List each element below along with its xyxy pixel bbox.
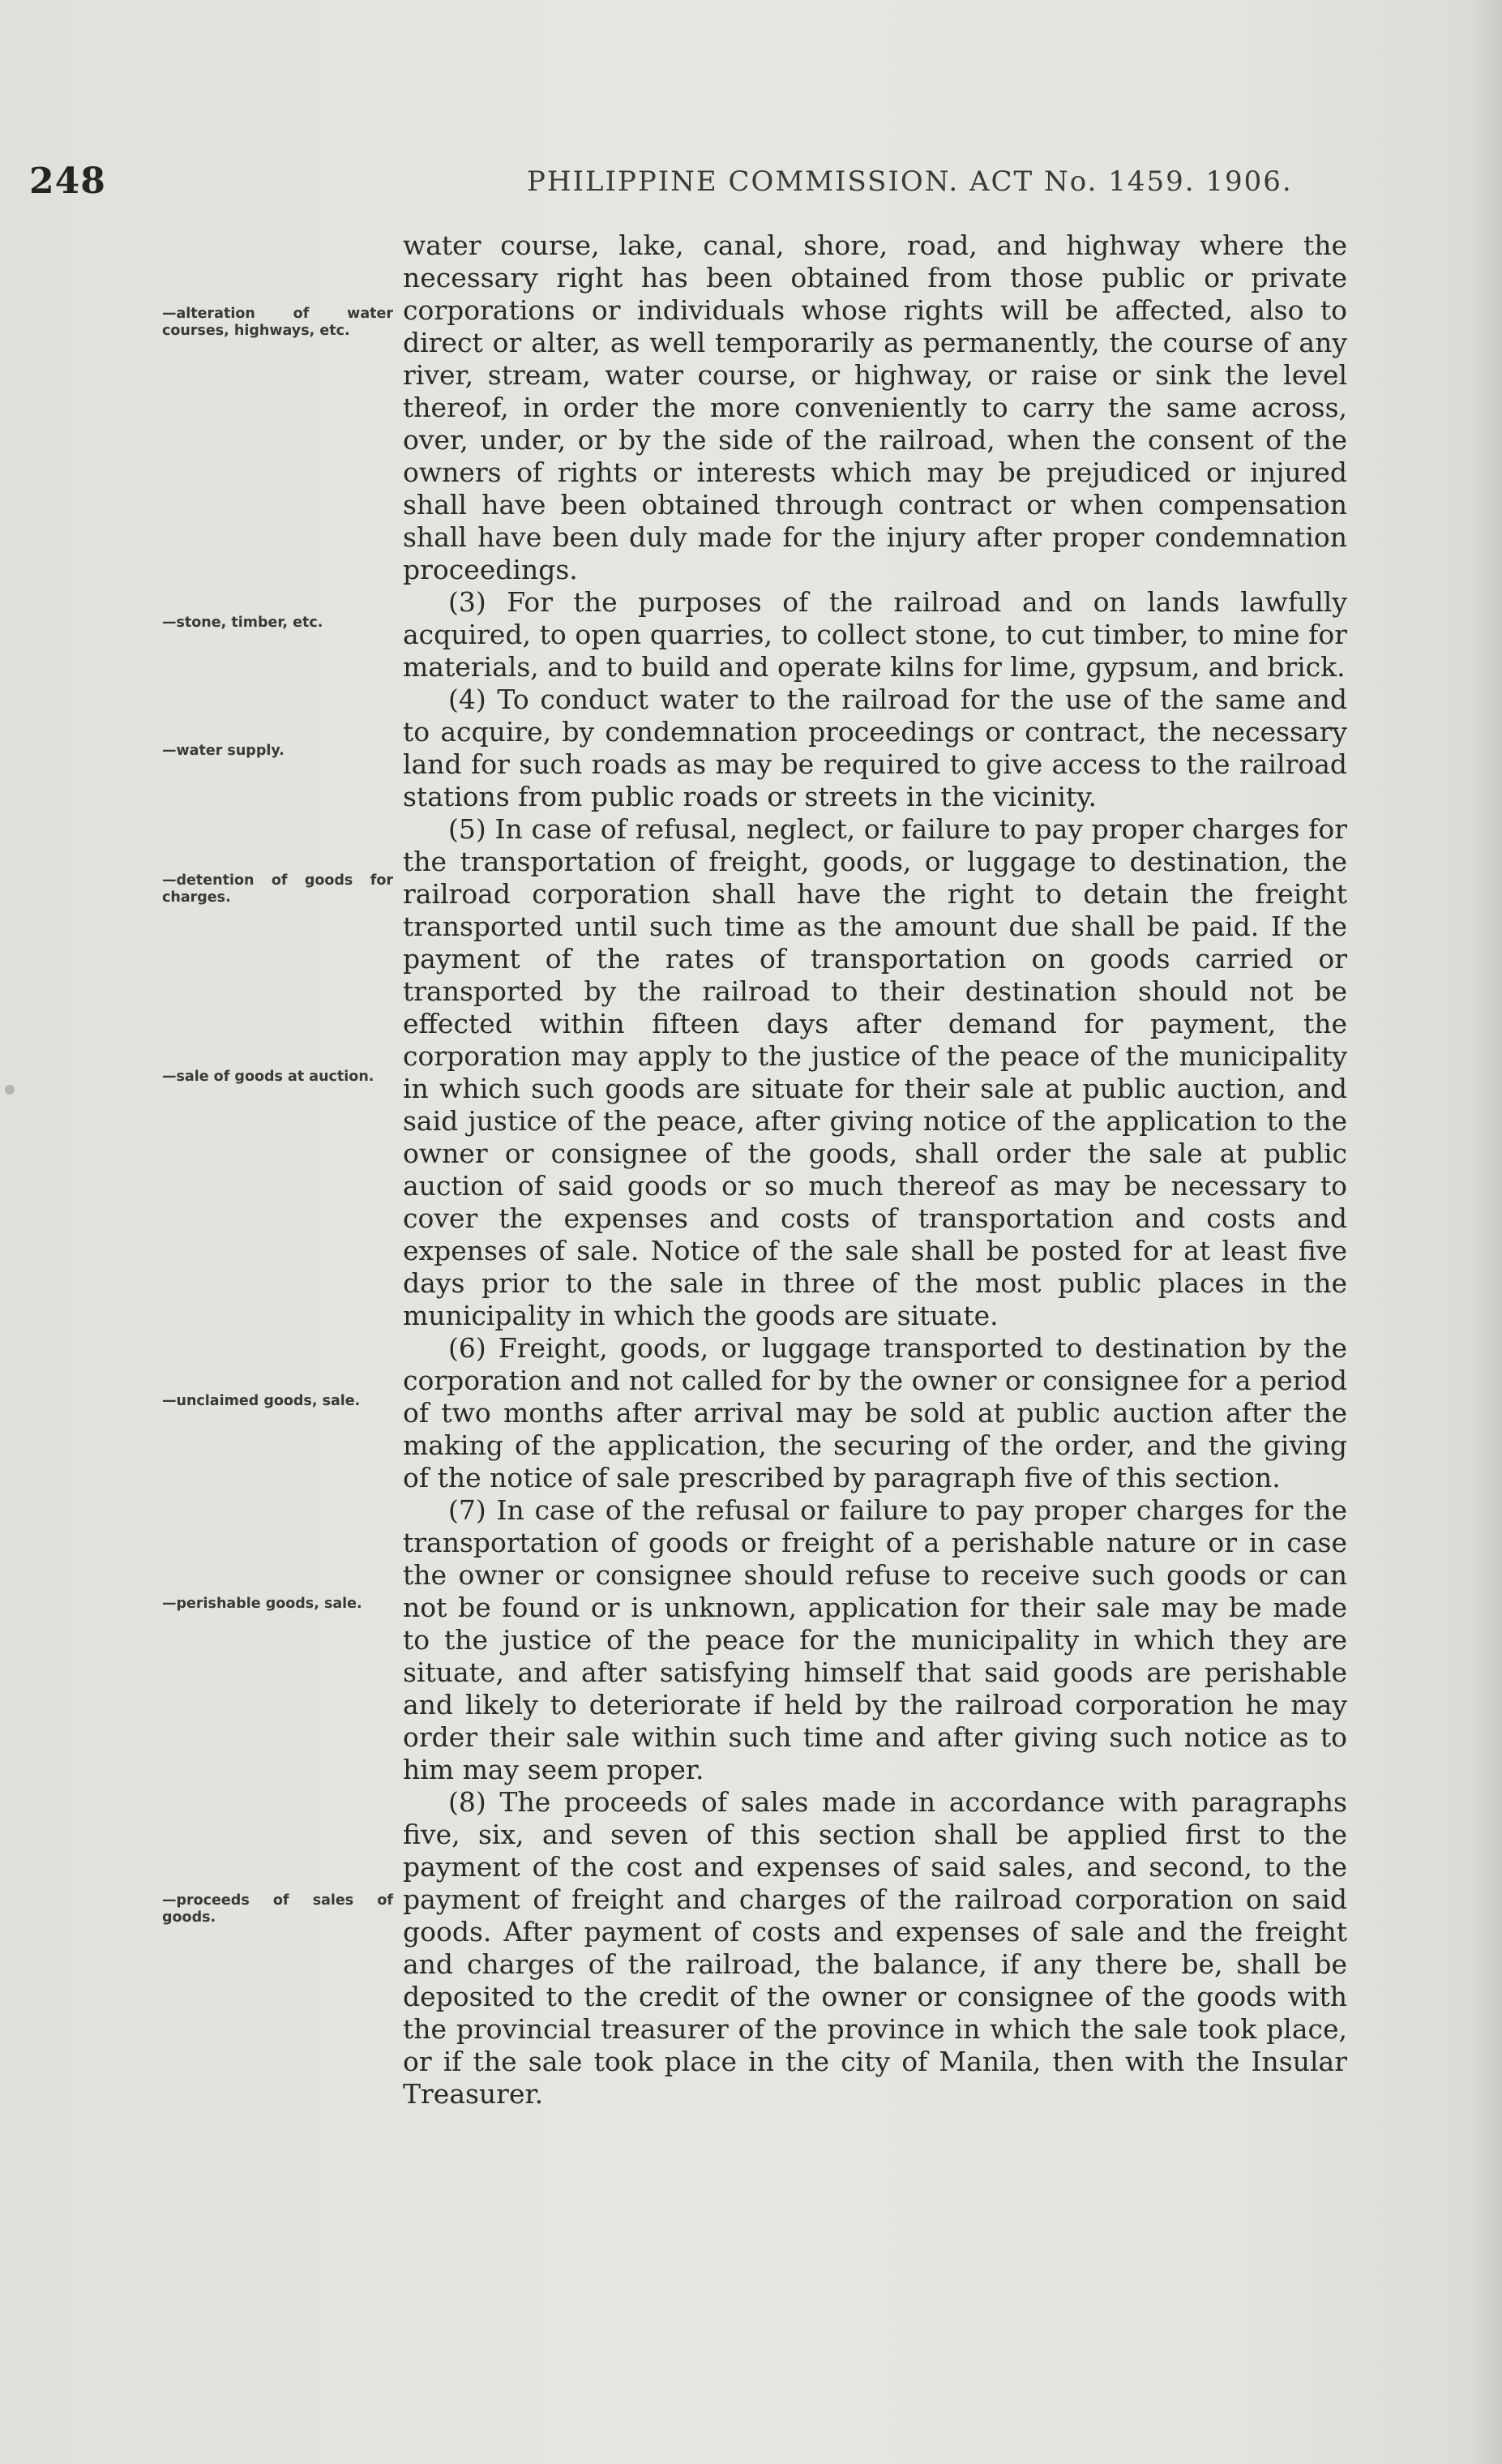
paragraph-6: (6) Freight, goods, or luggage transported to destination by the corporation and not called for by the owner or consignee for a period of two months after arrival may be sold at public auction after the making of the application, the securing of the order, and the giving of the notice of sale prescribed by paragraph five of this section. — [403, 1332, 1347, 1493]
page-number: 248 — [29, 161, 106, 202]
paragraph-continuation: water course, lake, canal, shore, road, and highway where the necessary right has been obtained from those public or private corporations or individuals whose rights will be affected, also to direct or alter, as well temporarily as permanently, the course of any river, stream, water course, or highway, or raise or sink the level thereof, in order the more conveniently to carry the same across, over, under, or by the side of the railroad, when the consent of the owners of rights or interests which may be prejudiced or injured shall have been obtained through contract or when compensation shall have been duly made for the injury after proper condemnation proceedings. — [403, 229, 1347, 585]
margin-note-detention: —detention of goods for charges. — [162, 872, 393, 906]
margin-note-alteration: —alteration of water courses, highways, etc. — [162, 306, 393, 339]
paragraph-7: (7) In case of the refusal or failure to pay proper charges for the transportation of goods or freight of a perishable nature or in case the owner or consignee should refuse to receive such goods or can not be found or is unknown, application for their sale may be made to the justice of the peace for the municipality in which they are situate, and after satisfying himself that said goods are perishable and likely to deteriorate if held by the railroad corporation he may order their sale within such time and after giving such notice as to him may seem proper. — [403, 1494, 1347, 1785]
running-head: PHILIPPINE COMMISSION. ACT No. 1459. 1906. — [527, 165, 1293, 198]
margin-note-perishable: —perishable goods, sale. — [162, 1596, 362, 1612]
paragraph-3: (3) For the purposes of the railroad and on lands lawfully acquired, to open quarries, to collect stone, to cut timber, to mine for materials, and to build and operate kilns for lime, gypsum, and brick. — [403, 586, 1347, 683]
paragraph-4: (4) To conduct water to the railroad for the use of the same and to acquire, by condemnation proceedings or contract, the necessary land for such roads as may be required to give access to the railroad stations from public roads or streets in the vicinity. — [403, 683, 1347, 812]
margin-note-sale-auction: —sale of goods at auction. — [162, 1069, 374, 1085]
ink-smudge — [5, 1085, 15, 1095]
body-text — [403, 229, 1347, 2110]
paragraph-5: (5) In case of refusal, neglect, or failure to pay proper charges for the transportation of freight, goods, or luggage to destination, the railroad corporation shall have the right to detain the freight transported until such time as the amount due shall be paid. If the payment of the rates of transportation on goods carried or transported by the railroad to their destination should not be effected within fifteen days after demand for payment, the corporation may apply to the justice of the peace of the municipality in which such goods are situate for their sale at public auction, and said justice of the peace, after giving notice of the application to the owner or consignee of the goods, shall order the sale at public auction of said goods or so much thereof as may be necessary to cover the expenses and costs of transportation and costs and expenses of sale. Notice of the sale shall be posted for at least five days prior to the sale in three of the most public places in the municipality in which the goods are situate. — [403, 813, 1347, 1331]
page-edge-shadow — [1470, 0, 1502, 2464]
margin-note-water-supply: —water supply. — [162, 743, 285, 759]
margin-note-unclaimed: —unclaimed goods, sale. — [162, 1393, 361, 1409]
paragraph-8: (8) The proceeds of sales made in accordance with paragraphs five, six, and seven of this section shall be applied first to the payment of the cost and expenses of said sales, and second, to the payment of freight and charges of the railroad corporation on said goods. After payment of costs and expenses of sale and the freight and charges of the railroad, the balance, if any there be, shall be deposited to the credit of the owner or consignee of the goods with the provincial treasurer of the province in which the sale took place, or if the sale took place in the city of Manila, then with the Insular Treasurer. — [403, 1786, 1347, 2110]
margin-note-proceeds: —proceeds of sales of goods. — [162, 1892, 393, 1926]
margin-note-stone-timber: —stone, timber, etc. — [162, 615, 323, 631]
